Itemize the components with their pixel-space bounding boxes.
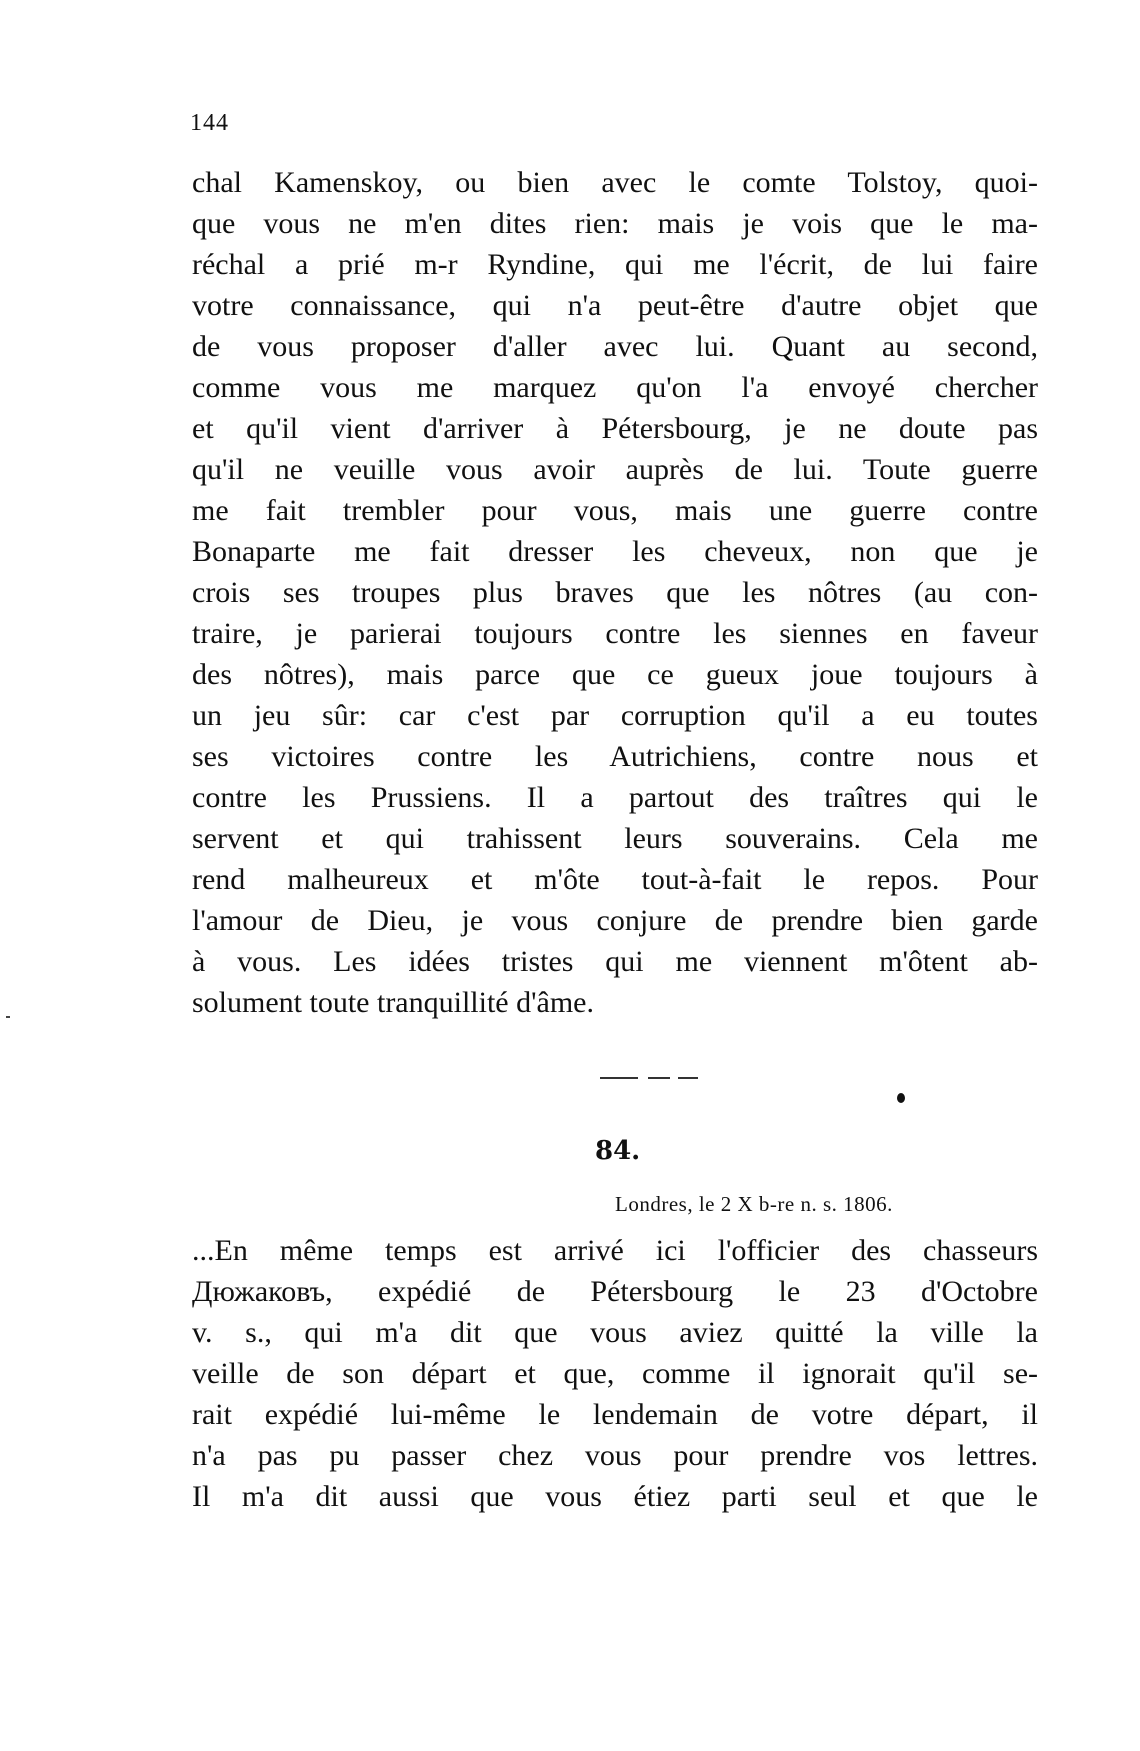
text-line: que vous ne m'en dites rien: mais je vois que le ma-	[192, 207, 1038, 240]
text-line: servent et qui trahissent leurs souverains. Cela me	[192, 822, 1038, 855]
text-line: solument toute tranquillité d'âme.	[192, 986, 594, 1019]
section-separator	[600, 1077, 698, 1081]
text-line: v. s., qui m'a dit que vous aviez quitté la ville la	[192, 1316, 1038, 1349]
text-line: qu'il ne veuille vous avoir auprès de lui. Toute guerre	[192, 453, 1038, 486]
text-line: me fait trembler pour vous, mais une guerre contre	[192, 494, 1038, 527]
letter-text	[192, 1230, 1038, 1517]
text-line: n'a pas pu passer chez vous pour prendre vos lettres.	[192, 1439, 1038, 1472]
text-line: ses victoires contre les Autrichiens, contre nous et	[192, 740, 1038, 773]
page-number: 144	[190, 110, 229, 136]
text-line: chal Kamenskoy, ou bien avec le comte Tolstoy, quoi-	[192, 166, 1038, 199]
text-line: rait expédié lui-même le lendemain de votre départ, il	[192, 1398, 1038, 1431]
text-line: Дюжаковъ, expédié de Pétersbourg le 23 d'Octobre	[192, 1275, 1038, 1308]
text-line: Il m'a dit aussi que vous étiez parti seul et que le	[192, 1480, 1038, 1513]
text-line: réchal a prié m-r Ryndine, qui me l'écrit, de lui faire	[192, 248, 1038, 281]
text-line: à vous. Les idées tristes qui me viennent m'ôtent ab-	[192, 945, 1038, 978]
letter-dateline: Londres, le 2 X b-re n. s. 1806.	[615, 1192, 893, 1216]
text-line: l'amour de Dieu, je vous conjure de prendre bien garde	[192, 904, 1038, 937]
text-line: traire, je parierai toujours contre les siennes en faveur	[192, 617, 1038, 650]
text-line: rend malheureux et m'ôte tout-à-fait le repos. Pour	[192, 863, 1038, 896]
letter-number: 84.	[595, 1136, 641, 1166]
text-line: Bonaparte me fait dresser les cheveux, non que je	[192, 535, 1038, 568]
text-line: veille de son départ et que, comme il ignorait qu'il se-	[192, 1357, 1038, 1390]
text-line: ...En même temps est arrivé ici l'officier des chasseurs	[192, 1234, 1038, 1267]
scan-mark	[6, 1016, 10, 1018]
text-line: et qu'il vient d'arriver à Pétersbourg, je ne doute pas	[192, 412, 1038, 445]
text-line: des nôtres), mais parce que ce gueux joue toujours à	[192, 658, 1038, 691]
text-line: votre connaissance, qui n'a peut-être d'autre objet que	[192, 289, 1038, 322]
margin-mark	[897, 1093, 905, 1103]
text-line: un jeu sûr: car c'est par corruption qu'il a eu toutes	[192, 699, 1038, 732]
letter-continuation-text	[192, 162, 1038, 1023]
text-line: crois ses troupes plus braves que les nôtres (au con-	[192, 576, 1038, 609]
text-line: contre les Prussiens. Il a partout des traîtres qui le	[192, 781, 1038, 814]
text-line: comme vous me marquez qu'on l'a envoyé chercher	[192, 371, 1038, 404]
text-line: de vous proposer d'aller avec lui. Quant au second,	[192, 330, 1038, 363]
